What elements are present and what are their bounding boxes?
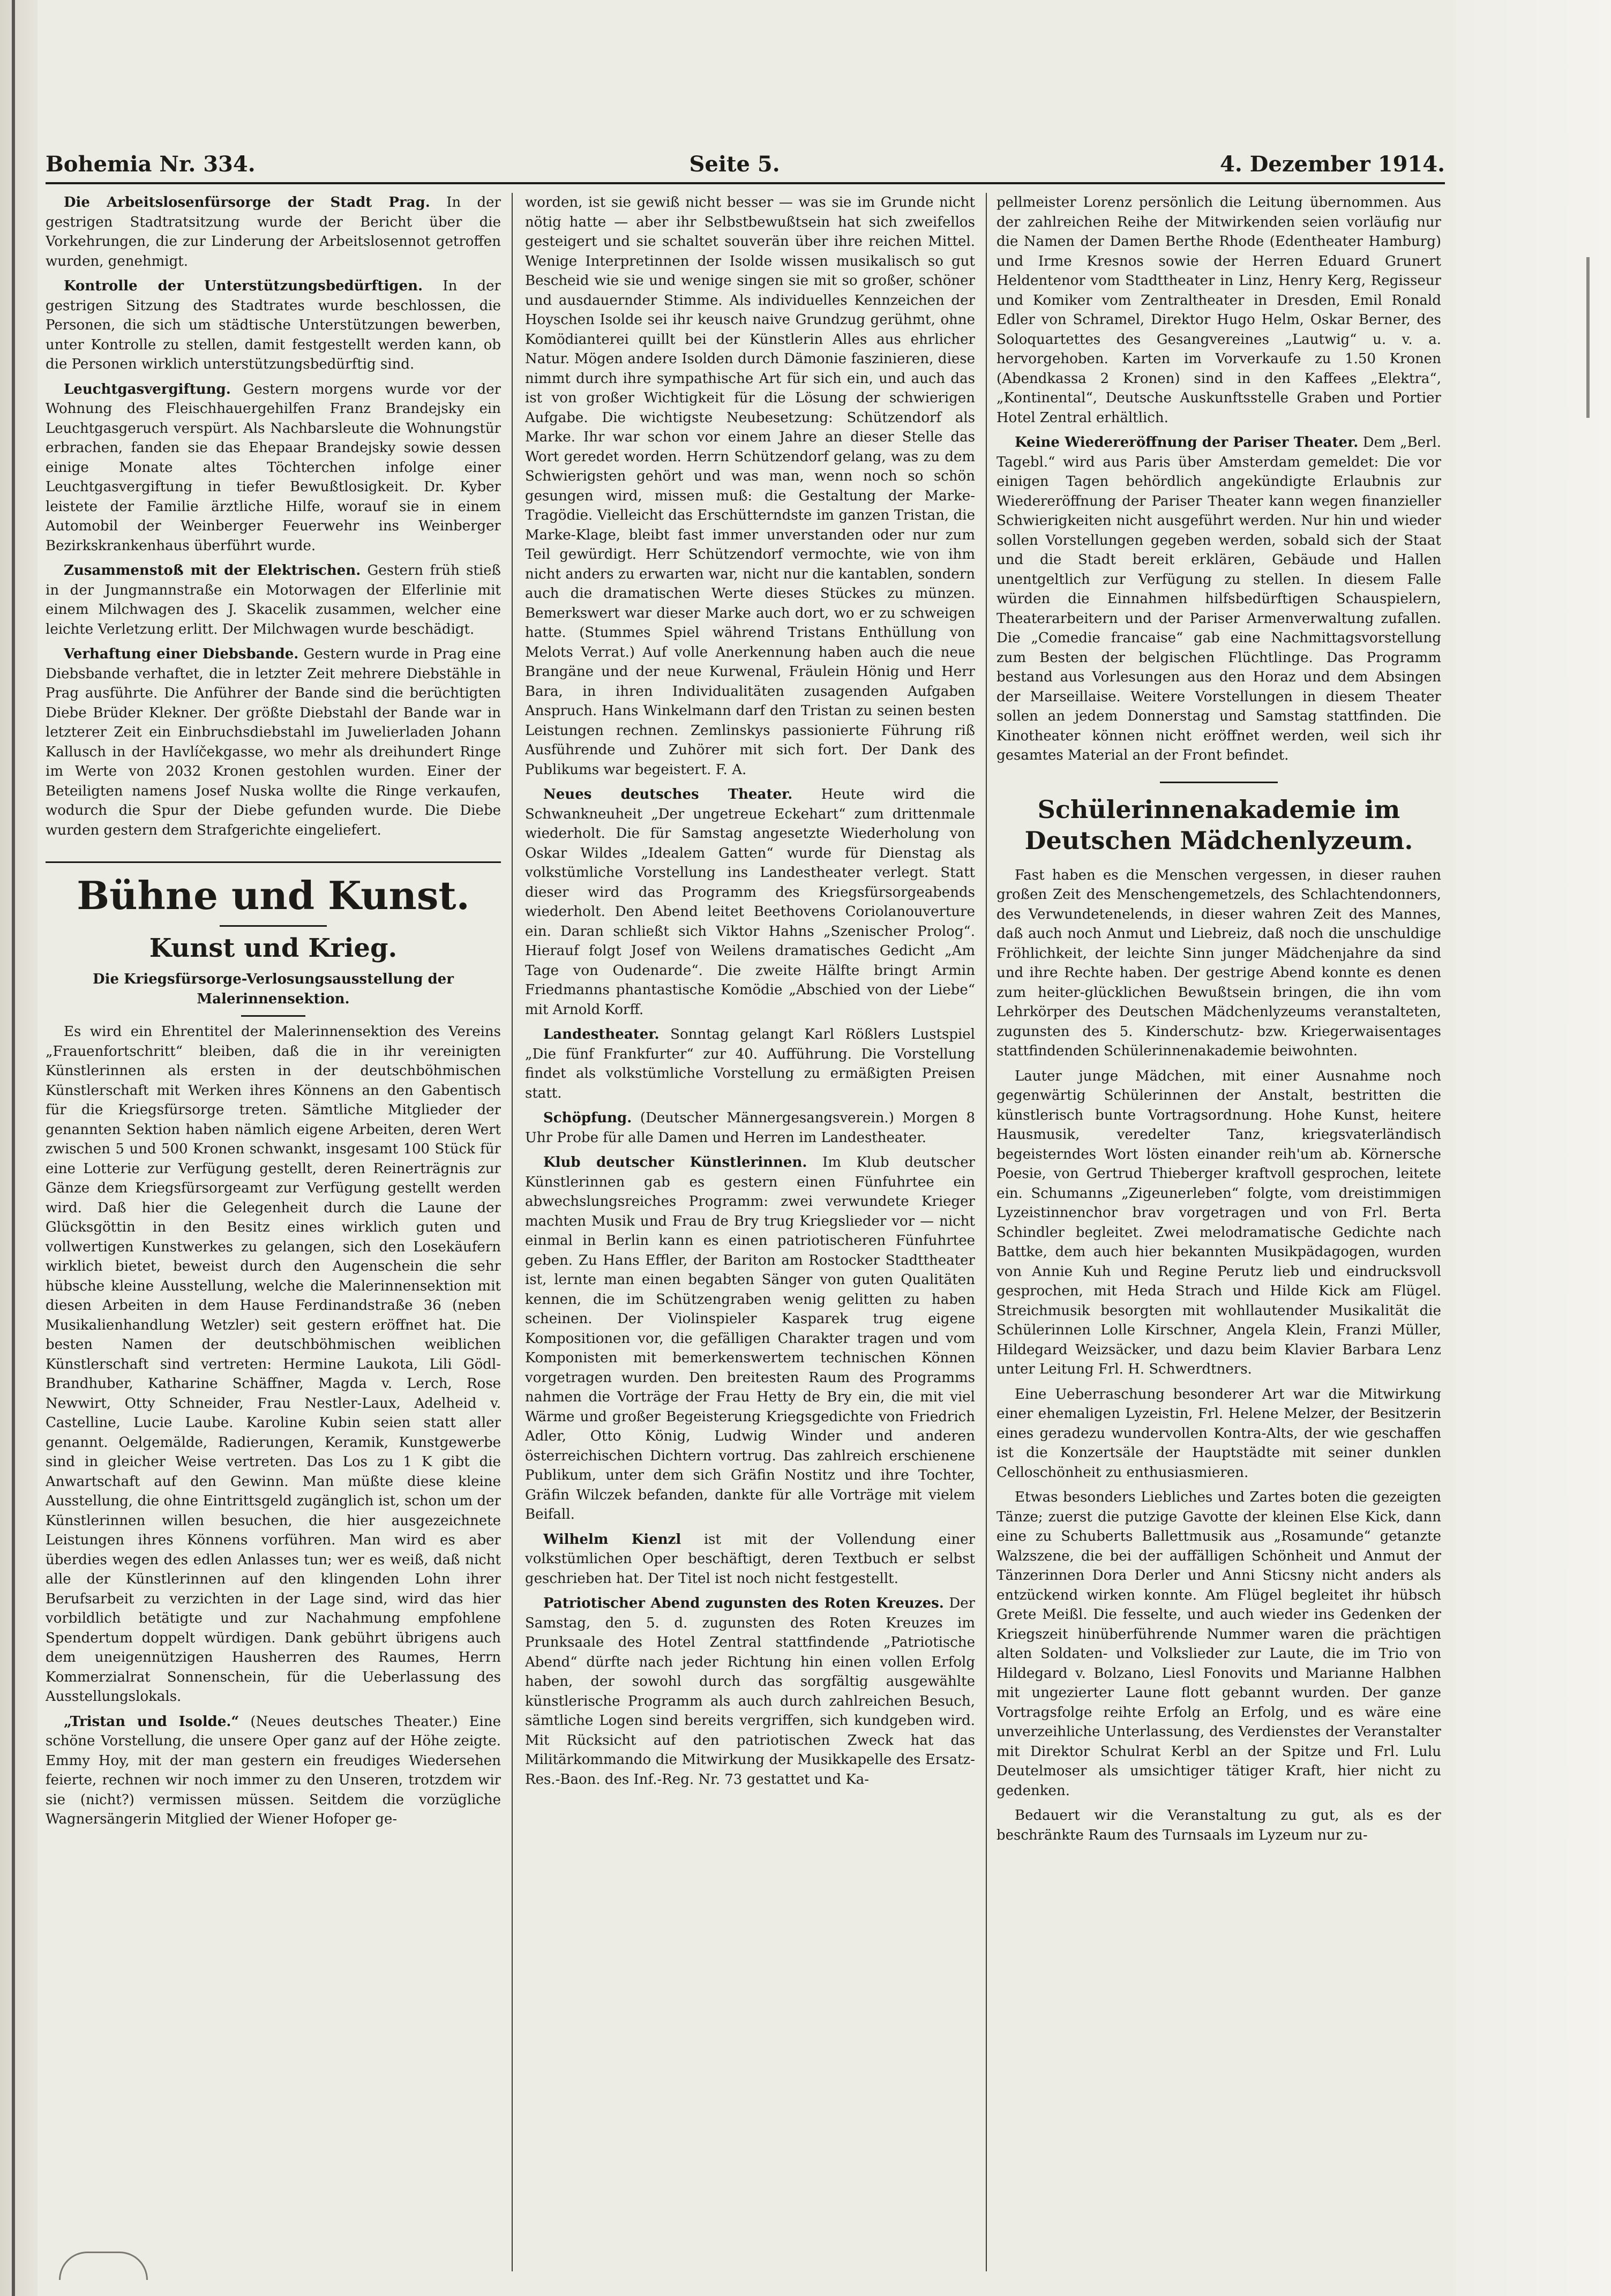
article-tristan-continued: worden, ist sie gewiß nicht besser — was sie im Grunde nicht nötig hatte — aber ihr Selbstbewußtsein hat sich zweifellos gesteigert und sie schaltet souverän über ihre reichen Mittel. Wenige Interpretinnen der Isolde wissen musikalisch so gut Bescheid wie sie und wenige singen sie mit so großer, schöner und ausdauernder Stimme. Als individuelles Kennzeichen der Hoyschen Isolde sei ihr keusch naive Grundzug gerühmt, ohne Komödianterei quillt bei der Künstlerin Alles aus ehrlicher Natur. Mögen andere Isolden durch Dämonie faszinieren, diese nimmt durch ihre sympathische Art für sich ein, und auch das ist von großer Wichtigkeit für die Lösung der schwierigen Aufgabe. Die wichtigste Neubesetzung: Schützendorf als Marke. Ihr war schon vor einem Jahre an dieser Stelle das Wort geredet worden. Herrn Schützendorf gelang, was zu dem Schwierigsten gehört und was man, wenn noch so schön gesungen wird, missen muß: die Gestaltung der Marke-Tragödie. Vielleicht das Erschütterndste im ganzen Tristan, die Marke-Klage, bleibt fast immer unverstanden oder nur zum Teil gewürdigt. Herr Schützendorf vermochte, wie von ihm nicht anders zu erwarten war, nicht nur die kantablen, sondern auch die dramatischen Werte dieses Stückes zu münzen. Bemerkswert war dieser Marke auch dort, wo er zu schweigen hatte. (Stummes Spiel während Tristans Enthüllung von Melots Verrat.) Auf volle Anerkennung haben auch die neue Brangäne und der neue Kurwenal, Fräulein Hönig und Herr Bara, in ihren Individualitäten zusagenden Aufgaben Anspruch. Hans Winkelmann darf den Tristan zu seinen besten Leistungen rechnen. Zemlinskys passionierte Führung riß Ausführende und Zuhörer mit sich fort. Der Dank des Publikums war begeistert. F. A. [525, 194, 975, 778]
article-schoepfung: Schöpfung. (Deutscher Männergesangsverein.) Morgen 8 Uhr Probe für alle Damen und Herren im Landestheater. [525, 1110, 975, 1146]
article-akademie-p2: Lauter junge Mädchen, mit einer Ausnahme noch gegenwärtig Schülerinnen der Anstalt, bestritten die künstlerisch bunte Vortragsordnung. Hohe Kunst, heitere Hausmusik, veredelter Tanz, kriegsvaterländisch begeisterndes Wort lösten einander reih'um ab. Körnersche Poesie, von Gertrud Thieberger kraftvoll gesprochen, leitete ein. Schumanns „Zigeunerleben“ folgte, vom dreistimmigen Lyzeistinnenchor brav vorgetragen und von Frl. Berta Schindler begleitet. Zwei melodramatische Gedichte nach Battke, dem auch hier bekannten Musikpädagogen, wurden von Annie Kuh und Regine Perutz lieb und eindrucksvoll gesprochen, mit Heda Strach und Hilde Kick am Flügel. Streichmusik besorgten mit wohllautender Musikalität die Schülerinnen Lolle Kirschner, Angela Klein, Franzi Müller, Hildegard Weizsäcker, und dazu beim Klavier Barbara Lenz unter Leitung Frl. H. Schwerdtners. [996, 1068, 1441, 1377]
column-rule-2 [986, 193, 987, 2271]
scan-marker [1586, 257, 1590, 418]
article-akademie-p3: Eine Ueberraschung besonderer Art war die Mitwirkung einer ehemaligen Lyzeistin, Frl. Helene Melzer, der Besitzerin eines geradezu wundervollen Kontra-Alts, der wie geschaffen ist die Konzertsäle der Hauptstädte mit seiner dunklen Celloschönheit zu enthusiasmieren. [996, 1386, 1441, 1481]
subheading-rule [241, 1015, 305, 1017]
page-header [46, 145, 1445, 184]
column-2 [525, 193, 975, 2271]
article-landestheater: Landestheater. Sonntag gelangt Karl Rößlers Lustspiel „Die fünf Frankfurter“ zur 40. Aufführung. Die Vorstellung findet als volkstümliche Vorstellung zu ermäßigten Preisen statt. [525, 1026, 975, 1101]
issue-date: 4. Dezember 1914. [1220, 152, 1445, 177]
article-akademie-p5: Bedauert wir die Veranstaltung zu gut, als es der beschränkte Raum des Turnsaals im Lyzeum nur zu- [996, 1807, 1441, 1843]
article-akademie-p1: Fast haben es die Menschen vergessen, in dieser rauhen großen Zeit des Menschengemetzels, des Schlachtendonners, des Verwundetenelends, in dieser wahren Zeit des Mannes, daß auch noch Anmut und Liebreiz, daß noch die unschuldige Fröhlichkeit, der leichte Sinn junger Mädchenjahre da sind und ihre Rechte haben. Der gestrige Abend konnte es denen zum heiter-glücklichen Bewußtsein bringen, die ihn vom Lehrkörper des Deutschen Mädchenlyzeums veranstalteten, zugunsten des 5. Kinderschutz- bzw. Kriegerwaisentages stattfindenden Schülerinnenakademie beiwohnten. [996, 867, 1441, 1059]
scan-artifact [59, 2252, 148, 2280]
article-patriotischer-abend-continued: pellmeister Lorenz persönlich die Leitung übernommen. Aus der zahlreichen Reihe der Mitwirkenden seien vorläufig nur die Namen der Damen Berthe Rhode (Edentheater Hamburg) und Irme Kresnos sowie der Herren Eduard Grunert Heldentenor vom Stadttheater in Linz, Henry Kerg, Regisseur und Komiker vom Zentraltheater in Dresden, Emil Ronald Edler von Schramel, Direktor Hugo Helm, Oskar Berner, des Soloquartettes des Gesangvereines „Lautwig“ u. v. a. hervorgehoben. Karten im Vorverkaufe zu 1.50 Kronen (Abendkassa 2 Kronen) sind in den Kaffees „Elektra“, „Kontinental“, Deutsche Auskunftsstelle Graben und Portier Hotel Zentral erhältlich. [996, 194, 1441, 426]
article-pariser-theater: Keine Wiedereröffnung der Pariser Theater. Dem „Berl. Tagebl.“ wird aus Paris über Amsterdam gemeldet: Die vor einigen Tagen behördlich angekündigte Erlaubnis zur Wiedereröffnung der Pariser Theater kann wegen finanzieller Schwierigkeiten nicht ausgeführt werden. Nur hin und wieder sollen Vorstellungen gegeben werden, sobald sich der Staat und die Stadt bereit erklären, Gebäude und Hallen unentgeltlich zur Verfügung zu stellen. In diesem Falle würden die Einnahmen hilfsbedürftigen Schauspielern, Theaterarbeitern und der Pariser Armenverwaltung zufallen. Die „Comedie francaise“ gab eine Nachmittagsvorstellung zum Besten der belgischen Flüchtlinge. Das Programm bestand aus Vorlesungen aus den Horaz und dem Absingen der Marseillaise. Weitere Vorstellungen in diesem Theater sollen an jedem Donnerstag und Samstag stattfinden. Die Kinotheater können nicht eröffnet werden, weil sich ihr gesamtes Material an der Front befindet. [996, 434, 1441, 763]
article-title-schuelerinnenakademie: Schülerinnenakademie im Deutschen Mädchenlyzeum. [1024, 794, 1413, 855]
article-arbeitslosenfuersorge: Die Arbeitslosenfürsorge der Stadt Prag. In der gestrigen Stadtratsitzung wurde der Bericht über die Vorkehrungen, die zur Linderung der Arbeitslosennot getroffen wurden, genehmigt. [46, 194, 501, 269]
subsection-subtitle: Die Kriegsfürsorge-Verlosungsausstellung der Malerinnensektion. [93, 971, 454, 1007]
section-heading: Bühne und Kunst. [46, 861, 501, 920]
binding-fold [12, 0, 15, 2296]
article-rule [1160, 782, 1278, 783]
article-zusammenstoss: Zusammenstoß mit der Elektrischen. Gestern früh stieß in der Jungmannstraße ein Motorwagen der Elferlinie mit einem Milchwagen des J. Skacelik zusammen, welcher eine leichte Verletzung erlitt. Der Milchwagen wurde beschädigt. [46, 562, 501, 637]
article-kienzl: Wilhelm Kienzl ist mit der Vollendung einer volkstümlichen Oper beschäftigt, deren Textbuch er selbst geschrieben hat. Der Titel ist noch nicht festgestellt. [525, 1531, 975, 1587]
article-klub-kuenstlerinnen: Klub deutscher Künstlerinnen. Im Klub deutscher Künstlerinnen gab es gestern einen Fünfuhrtee ein abwechslungsreiches Programm: zwei verwundete Krieger machten Musik und Frau de Bry trug Kriegslieder vor — nicht einmal in Berlin kann es einen patriotischeren Fünfuhrtee geben. Zu Hans Effler, der Bariton am Rostocker Stadttheater ist, lernte man einen begabten Sänger von guten Qualitäten kennen, die im Schützengraben wenig gelitten zu haben scheinen. Der Violinspieler Kasparek trug eigene Kompositionen vor, die gefälligen Charakter tragen und vom Komponisten mit bemerkenswertem technischen Können vorgetragen wurden. Den breitesten Raum des Programms nahmen die Vorträge der Frau Hetty de Bry ein, die mit viel Wärme und großer Begeisterung Kriegsgedichte von Friedrich Adler, Otto König, Ludwig Winder und anderen österreichischen Dichtern vortrug. Das zahlreich erschienene Publikum, unter dem sich Gräfin Nostitz und ihre Tochter, Gräfin Wilczek befanden, dankte für alle Vorträge mit vielem Beifall. [525, 1154, 975, 1522]
article-patriotischer-abend: Patriotischer Abend zugunsten des Roten Kreuzes. Der Samstag, den 5. d. zugunsten des Roten Kreuzes im Prunksaale des Hotel Zentral stattfindende „Patriotische Abend“ dürfte nach jeder Richtung hin einen vollen Erfolg haben, der sowohl durch das sorgfältig ausgewählte künstlerische Programm als auch durch zahlreichen Besuch, sämtliche Logen sind bereits vergriffen, sich kundgeben wird. Mit Rücksicht auf den patriotischen Zweck hat das Militärkommando die Mitwirkung der Musikkapelle des Ersatz-Res.-Baon. des Inf.-Reg. Nr. 73 gestattet und Ka- [525, 1595, 975, 1788]
article-neues-deutsches-theater: Neues deutsches Theater. Heute wird die Schwankneuheit „Der ungetreue Eckehart“ zum drittenmale wiederholt. Die für Samstag angesetzte Wiederholung von Oskar Wildes „Idealem Gatten“ wurde für Dienstag als volkstümliche Vorstellung ins Landestheater verlegt. Statt dieser wird das Programm des Kriegsfürsorgeabends wiederholt. Den Abend leitet Beethovens Coriolanouverture ein. Daran schließt sich Viktor Hahns „Szenischer Prolog“. Hierauf folgt Josef von Weilens dramatisches Gedicht „Am Tage von Oudenarde“. Die zweite Hälfte bringt Armin Friedmanns phantastische Komödie „Abschied von der Liebe“ mit Arnold Korff. [525, 786, 975, 1018]
heading-rule [220, 925, 327, 927]
page-number: Seite 5. [689, 152, 780, 177]
article-tristan: „Tristan und Isolde.“ (Neues deutsches Theater.) Eine schöne Vorstellung, die unsere Oper ganz auf der Höhe zeigte. Emmy Hoy, mit der man gestern ein freudiges Wiedersehen feierte, rechnen wir noch immer zu den Unseren, trotzdem wir sie (nicht?) vermissen müssen. Seitdem die vorzügliche Wagnersängerin Mitglied der Wiener Hofoper ge- [46, 1713, 501, 1827]
article-akademie-p4: Etwas besonders Liebliches und Zartes boten die gezeigten Tänze; zuerst die putzige Gavotte der kleinen Else Kick, dann eine zu Schuberts Ballettmusik aus „Rosamunde“ getanzte Walzszene, die bei der auffälligen Schönheit und Anmut der Tänzerinnen Dora Derler und Anni Sticsny nicht anders als entzückend wirken konnte. Am Flügel begleitet ihr hübsch Grete Meißl. Die fesselte, und auch wieder ins Gedenken der Kriegszeit hinüberführende Nummer waren die prächtigen alten Soldaten- und Volkslieder zur Laute, die im Trio von Hildegard v. Bolzano, Liesl Fonovits und Marianne Halbhen mit ungezierter Laune flott gebannt wurden. Der ganze Vortragsfolge reihte Erfolg an Erfolg, und es wäre eine unverzeihliche Unterlassung, des Verdienstes der Veranstalter mit Direktor Schulrat Kerbl an der Spitze und Frl. Lulu Deutelmoser als umsichtiger tätiger Kraft, hier nicht zu gedenken. [996, 1489, 1441, 1799]
subsection-heading: Kunst und Krieg. [149, 933, 398, 963]
article-diebsbande: Verhaftung einer Diebsbande. Gestern wurde in Prag eine Diebsbande verhaftet, die in letzter Zeit mehrere Diebstähle in Prag ausführte. Die Anführer der Bande sind die berüchtigten Diebe Brüder Klekner. Der größte Diebstahl der Bande war in letzterer Zeit ein Einbruchsdiebstahl im Juwelierladen Johann Kallusch in der Havlíčekgasse, wo mehr als dreihundert Ringe im Werte von 2032 Kronen gestohlen wurden. Einer der Beteiligten namens Josef Nuska wollte die Ringe verkaufen, wodurch die Spur der Diebe gefunden wurde. Die Diebe wurden gestern dem Strafgerichte eingeliefert. [46, 646, 501, 838]
page-edge-left [0, 0, 38, 2296]
article-kontrolle: Kontrolle der Unterstützungsbedürftigen. In der gestrigen Sitzung des Stadtrates wurde beschlossen, die Personen, die sich um städtische Unterstützungen bewerben, unter Kontrolle zu stellen, damit festgestellt werden kann, ob die Personen wirklich unterstützungsbedürftig sind. [46, 278, 501, 372]
column-1 [46, 193, 501, 2271]
article-kunst-und-krieg: Es wird ein Ehrentitel der Malerinnensektion des Vereins „Frauenfortschritt“ bleiben, daß die in ihr vereinigten Künstlerinnen als ersten in der deutschböhmischen Künstlerschaft mit Werken ihres Könnens an den Gabentisch für die Kriegsfürsorge treten. Sämtliche Mitglieder der genannten Sektion haben nämlich eigene Arbeiten, deren Wert zwischen 5 und 500 Kronen schwankt, insgesamt 100 Stück für eine Lotterie zur Verfügung gestellt, deren Reinerträgnis zur Gänze dem Kriegsfürsorgeamt zur Verfügung gestellt werden wird. Daß hier die Gelegenheit durch die Laune der Glücksgöttin in den Besitz eines wirklich guten und vollwertigen Kunstwerkes zu gelangen, sich den Losekäufern wirklich bietet, beweist durch den Augenschein die sehr hübsche kleine Ausstellung, welche die Malerinnensektion mit diesen Arbeiten in dem Hause Ferdinandstraße 36 (neben Musikalienhandlung Wetzler) seit gestern eröffnet hat. Die besten Namen der deutschböhmischen weiblichen Künstlerschaft sind vertreten: Hermine Laukota, Lili Gödl-Brandhuber, Katharine Schäffner, Magda v. Lerch, Rose Newwirt, Otty Schneider, Frau Nestler-Laux, Adelheid v. Castelline, Lucie Laube. Karoline Kubin seien statt aller genannt. Oelgemälde, Radierungen, Keramik, Kunstgewerbe sind in gleicher Weise vertreten. Das Los zu 1 K gibt die Anwartschaft auf den Gewinn. Man müßte diese kleine Ausstellung, die ohne Eintrittsgeld zugänglich ist, schon um der Künstlerinnen willen besuchen, die hier ausgezeichnete Leistungen ihres Könnens vorführen. Man wird es aber überdies wegen des edlen Anlasses tun; wer es weiß, daß nicht alle der Künstlerinnen auf den klingenden Lohn ihrer Berufsarbeit zu verzichten in der Lage sind, wird das hier vorbildlich betätigte und zur Nachahmung empfohlene Spendertum doppelt würdigen. Dank gebührt übrigens auch dem uneigennützigen Hausherren des Raumes, Herrn Kommerzialrat Sonnenschein, für die Ueberlassung des Ausstellungslokals. [46, 1024, 501, 1705]
issue-number: Bohemia Nr. 334. [46, 152, 256, 177]
column-rule-1 [512, 193, 513, 2271]
column-3 [996, 193, 1441, 2271]
article-leuchtgasvergiftung: Leuchtgasvergiftung. Gestern morgens wurde vor der Wohnung des Fleischhauergehilfen Franz Brandejsky ein Leuchtgasgeruch verspürt. Als Nachbarsleute die Wohnungstür erbrachen, fanden sie das Ehepaar Brandejsky sowie dessen einige Monate altes Töchterchen infolge einer Leuchtgasvergiftung in tiefer Bewußtlosigkeit. Dr. Kyber leistete der Familie ärztliche Hilfe, worauf sie in einem Automobil der Weinberger Feuerwehr ins Weinberger Bezirkskrankenhaus überführt wurde. [46, 381, 501, 554]
